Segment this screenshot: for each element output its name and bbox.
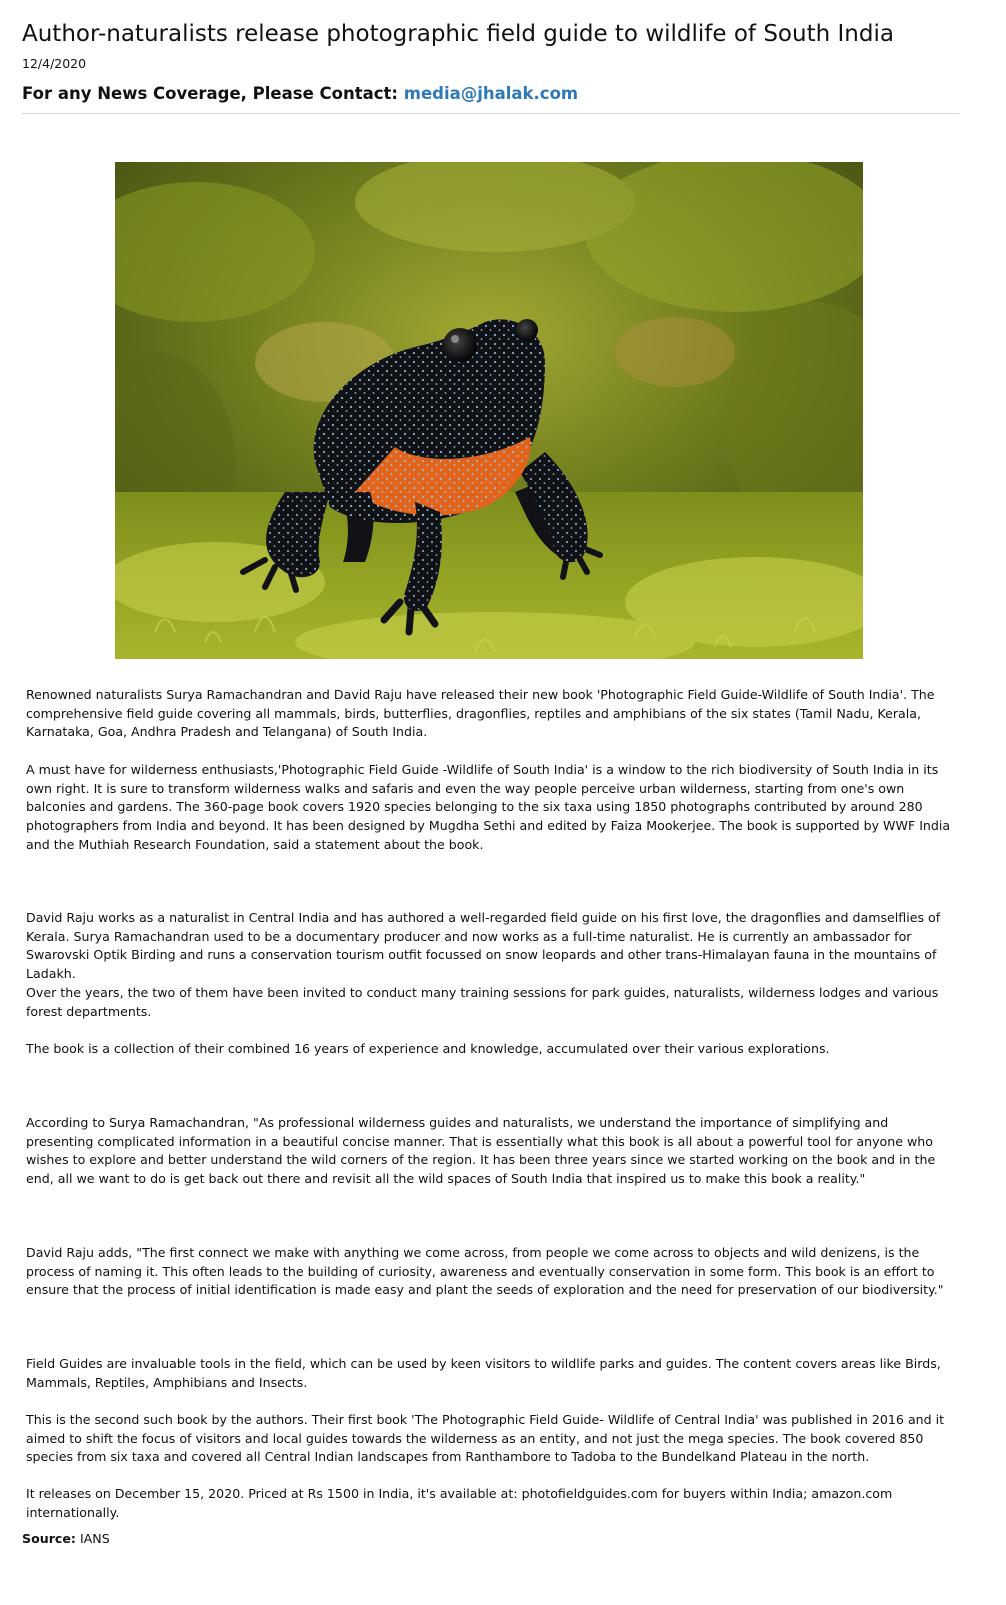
source-line	[22, 1530, 110, 1548]
contact-email-link[interactable]: media@jhalak.com	[403, 84, 579, 103]
source-value: IANS	[79, 1531, 110, 1546]
header-divider	[22, 113, 959, 114]
paragraph: Over the years, the two of them have been invited to conduct many training sessions for park guides, naturalists, wilderness lodges and various forest departments.	[26, 985, 939, 1019]
article-photo	[115, 162, 863, 659]
paragraph: A must have for wilderness enthusiasts,'Photographic Field Guide -Wildlife of South India' is a window to the rich biodiversity of South India in its own right. It is sure to transform wilderness walks and safaris and even the way people perceive urban wilderness, starting from one's own balconies and gardens. The 360-page book covers 1920 species belonging to the six taxa using 1850 photographs contributed by around 280 photographers from India and beyond. It has been designed by Mugdha Sethi and edited by Faiza Mookerjee. The book is supported by WWF India and the Muthiah Research Foundation, said a statement about the book.	[26, 762, 951, 852]
paragraph: This is the second such book by the authors. Their first book 'The Photographic Field Guide- Wildlife of Central India' was published in 2016 and it aimed to shift the focus of visitors and local guides towards the wilderness as an entity, and not just the mega species. The book covered 850 species from six taxa and covered all Central Indian landscapes from Ranthambore to Tadoba to the Bundelkand Plateau in the north.	[26, 1412, 945, 1465]
paragraph: According to Surya Ramachandran, "As professional wilderness guides and naturalists, we understand the importance of simplifying and presenting complicated information in a beautiful concise manner. That is essentially what this book is all about a powerful tool for anyone who wishes to explore and better understand the wild corners of the region. It has been three years since we started working on the book and in the end, all we want to do is get back out there and revisit all the wild spaces of South India that inspired us to make this book a reality."	[26, 1115, 936, 1187]
contact-label: For any News Coverage, Please Contact:	[22, 84, 398, 103]
article-date: 12/4/2020	[22, 56, 87, 71]
contact-line	[22, 83, 578, 105]
paragraph: It releases on December 15, 2020. Priced at Rs 1500 in India, it's available at: photofieldguides.com for buyers within India; amazon.com internationally.	[26, 1486, 893, 1520]
frog-on-moss-image	[115, 162, 863, 659]
paragraph: Field Guides are invaluable tools in the field, which can be used by keen visitors to wildlife parks and guides. The content covers areas like Birds, Mammals, Reptiles, Amphibians and Insects.	[26, 1356, 941, 1390]
paragraph: David Raju adds, "The first connect we make with anything we come across, from people we come across to objects and wild denizens, is the process of naming it. This often leads to the building of curiosity, awareness and eventually conservation in some form. This book is an effort to ensure that the process of initial identification is made easy and plant the seeds of exploration and the need for preservation of our biodiversity."	[26, 1245, 944, 1298]
paragraph: The book is a collection of their combined 16 years of experience and knowledge, accumulated over their various explorations.	[26, 1041, 830, 1056]
paragraph: David Raju works as a naturalist in Central India and has authored a well-regarded field guide on his first love, the dragonflies and damselflies of Kerala. Surya Ramachandran used to be a documentary producer and now works as a full-time naturalist. He is currently an ambassador for Swarovski Optik Birding and runs a conservation tourism outfit focussed on snow leopards and other trans-Himalayan fauna in the mountains of Ladakh.	[26, 910, 941, 982]
source-label: Source:	[22, 1531, 76, 1546]
paragraph: Renowned naturalists Surya Ramachandran and David Raju have released their new book 'Photographic Field Guide-Wildlife of South India'. The comprehensive field guide covering all mammals, birds, butterflies, dragonflies, reptiles and amphibians of the six states (Tamil Nadu, Kerala, Karnataka, Goa, Andhra Pradesh and Telangana) of South India.	[26, 687, 935, 740]
article-headline: Author-naturalists release photographic field guide to wildlife of South India	[22, 21, 894, 47]
